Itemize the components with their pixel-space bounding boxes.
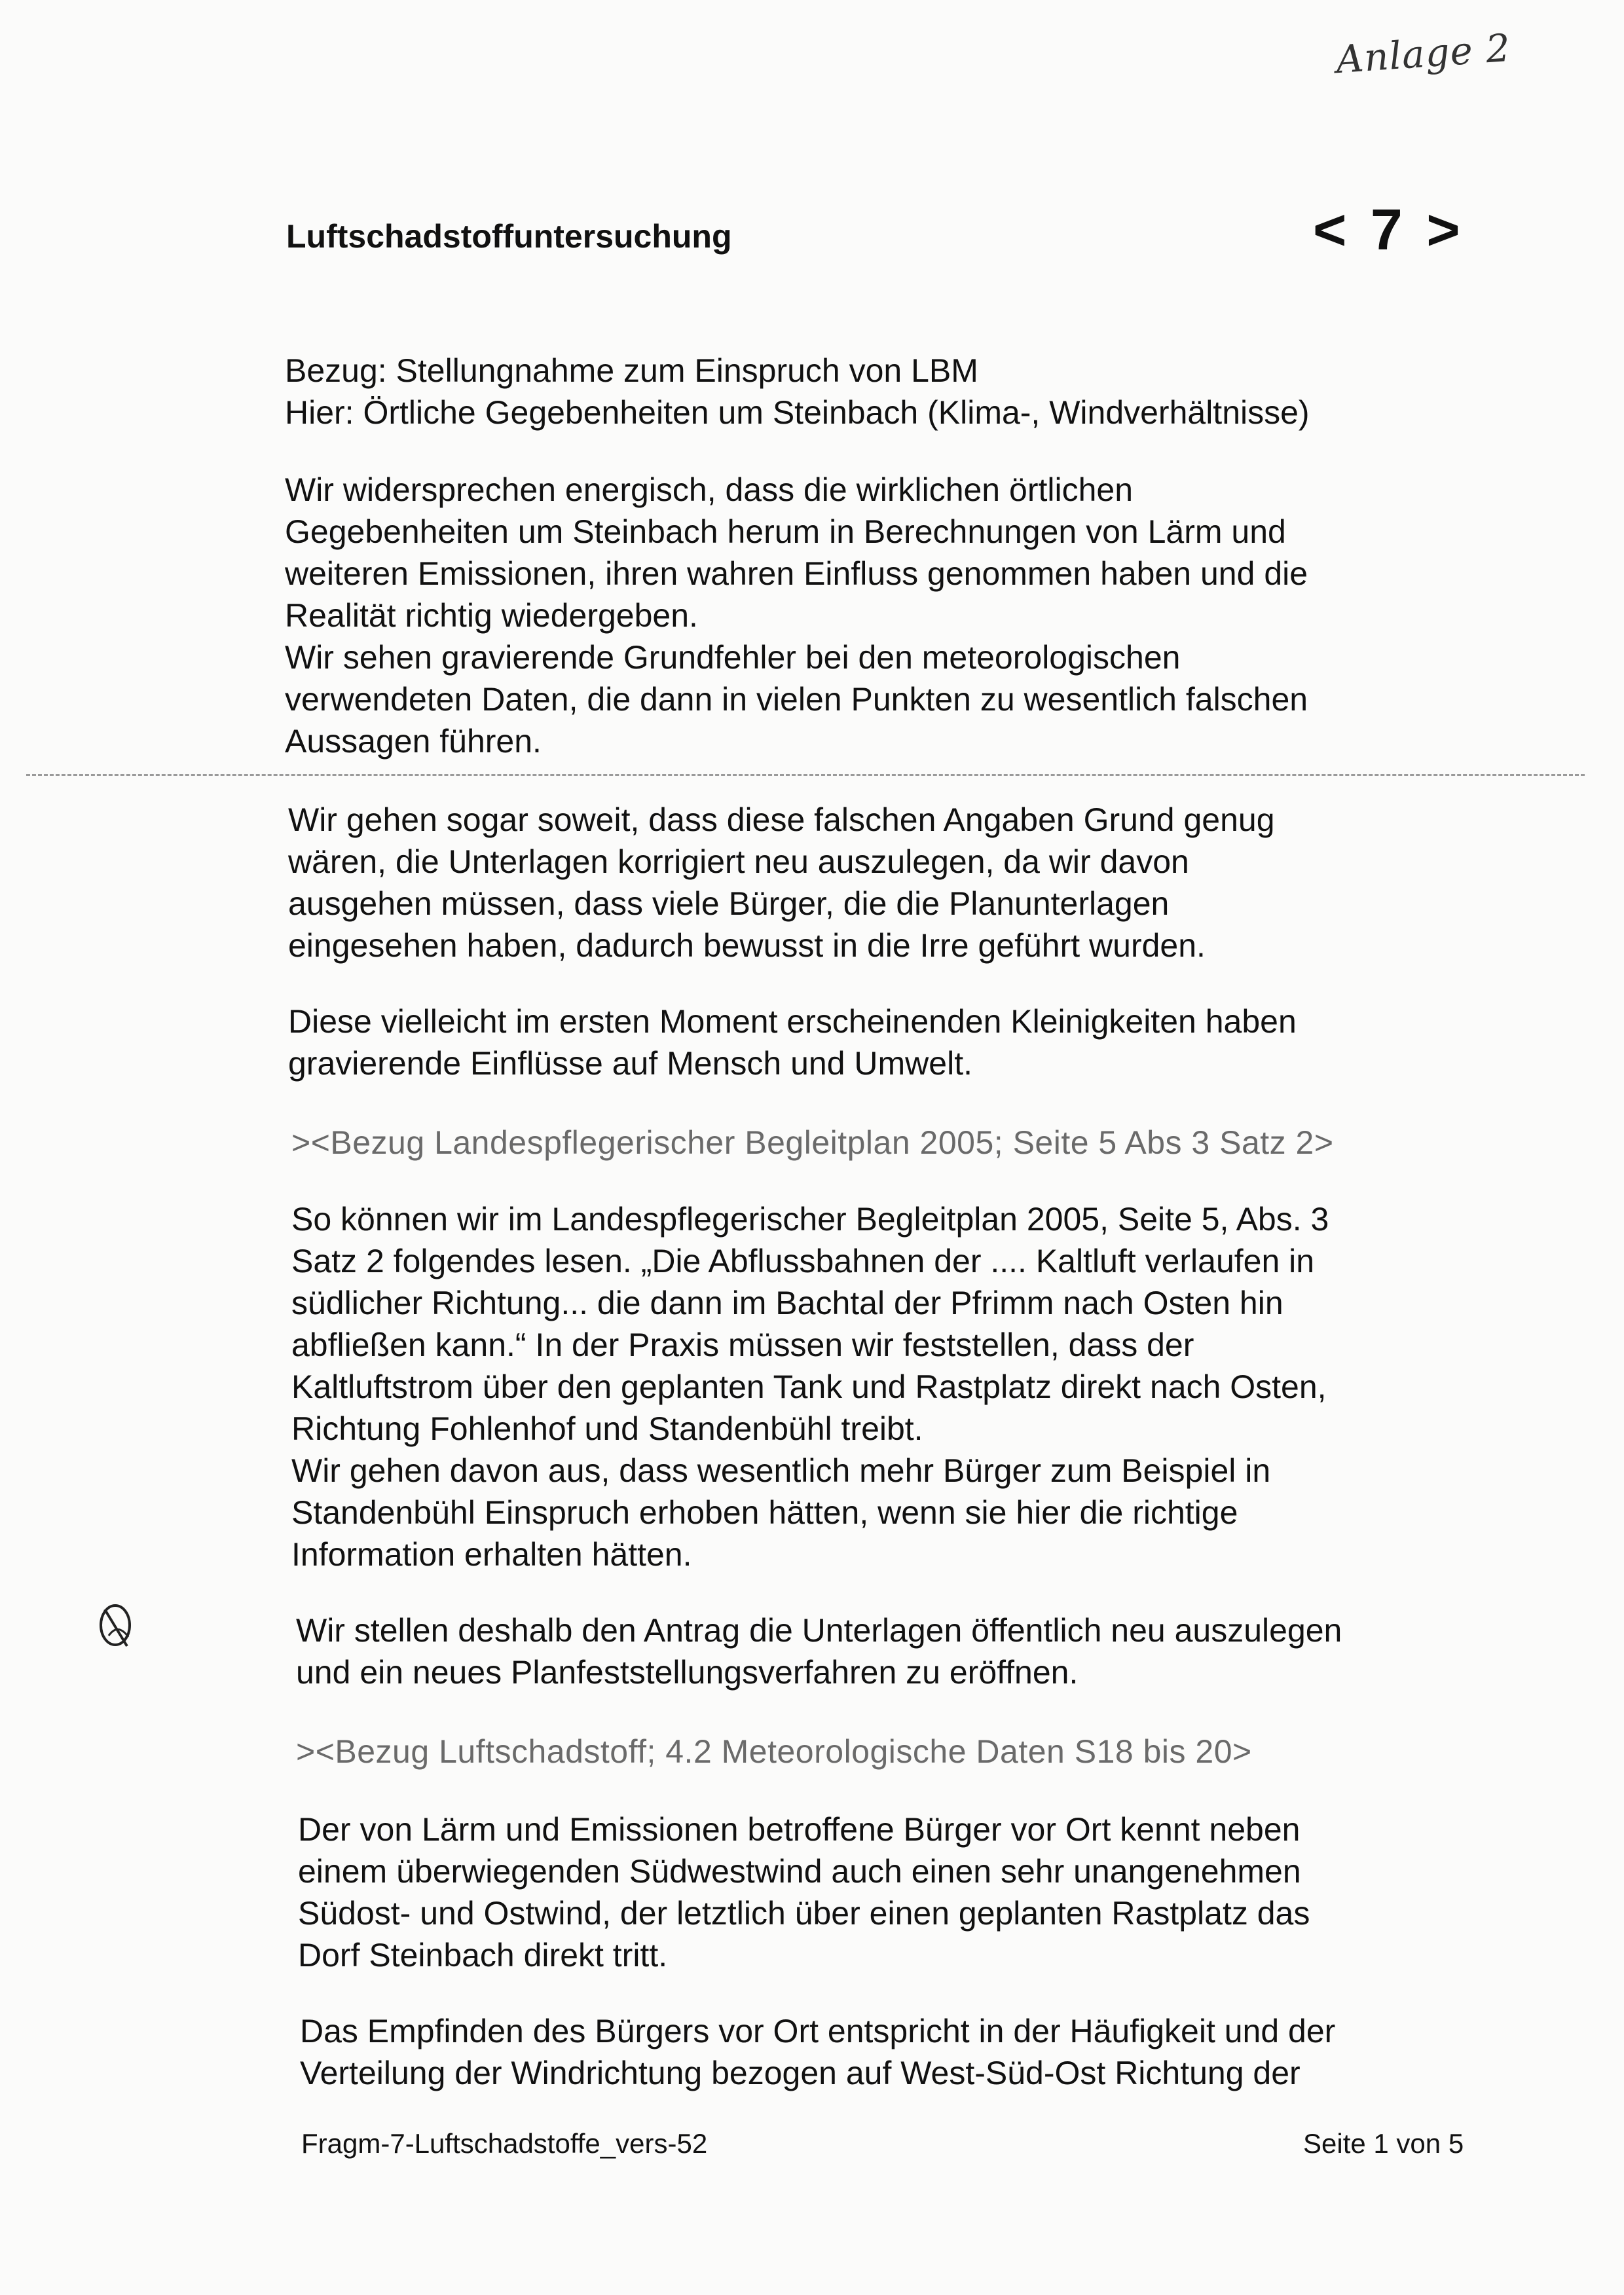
page-marker: < 7 > (1313, 197, 1464, 262)
document-title: Luftschadstoffuntersuchung (286, 218, 732, 255)
body-paragraph: Wir widersprechen energisch, dass die wirklichen örtlichen Gegebenheiten um Steinbach herum in Berechnungen von Lärm und weiteren Emissionen, ihren wahren Einfluss genommen haben und die Realität richtig wiedergeben. Wir sehen gravierende Grundfehler bei den meteorologischen verwendeten Daten, die dann in vielen Punkten zu wesentlich falschen Aussagen führen. (285, 471, 1308, 760)
body-paragraph: Der von Lärm und Emissionen betroffene Bürger vor Ort kennt neben einem überwiegenden Südwestwind auch einen sehr unangenehmen Südost- und Ostwind, der letztlich über einen geplanten Rastplatz das Dorf Steinbach direkt tritt. (298, 1811, 1310, 1974)
reference-paragraph: Bezug: Stellungnahme zum Einspruch von LBM Hier: Örtliche Gegebenheiten um Steinbach (Klima-, Windverhältnisse) (285, 352, 1310, 431)
margin-symbol-icon (96, 1596, 138, 1651)
footer-page-info: Seite 1 von 5 (1303, 2128, 1464, 2159)
body-paragraph: Wir stellen deshalb den Antrag die Unterlagen öffentlich neu auszulegen und ein neues Planfeststellungsverfahren zu eröffnen. (296, 1612, 1342, 1691)
body-paragraph: Wir gehen sogar soweit, dass diese falschen Angaben Grund genug wären, die Unterlagen korrigiert neu auszulegen, da wir davon ausgehen müssen, dass viele Bürger, die die Planunterlagen eingesehen haben, dadurch bewusst in die Irre geführt wurden. (288, 801, 1275, 964)
reference-line: ><Bezug Landespflegerischer Begleitplan 2005; Seite 5 Abs 3 Satz 2> (291, 1124, 1334, 1161)
body-paragraph: Diese vielleicht im ersten Moment erscheinenden Kleinigkeiten haben gravierende Einflüsse auf Mensch und Umwelt. (288, 1003, 1297, 1082)
body-paragraph: Das Empfinden des Bürgers vor Ort entspricht in der Häufigkeit und der Verteilung der Windrichtung bezogen auf West-Süd-Ost Richtung der (300, 2013, 1336, 2091)
fold-line (26, 774, 1585, 776)
body-paragraph: So können wir im Landespflegerischer Begleitplan 2005, Seite 5, Abs. 3 Satz 2 folgendes lesen. „Die Abflussbahnen der .... Kaltluft verlaufen in südlicher Richtung... die dann im Bachtal der Pfrimm nach Osten hin abfließen kann.“ In der Praxis müssen wir feststellen, dass der Kaltluftstrom über den geplanten Tank und Rastplatz direkt nach Osten, Richtung Fohlenhof und Standenbühl treibt. Wir gehen davon aus, dass wesentlich mehr Bürger zum Beispiel in Standenbühl Einspruch erhoben hätten, wenn sie hier die richtige Information erhalten hätten. (291, 1201, 1329, 1573)
reference-line: ><Bezug Luftschadstoff; 4.2 Meteorologische Daten S18 bis 20> (296, 1733, 1252, 1770)
footer-filename: Fragm-7-Luftschadstoffe_vers-52 (301, 2128, 708, 2159)
handwritten-annotation: Anlage 2 (1334, 25, 1513, 83)
